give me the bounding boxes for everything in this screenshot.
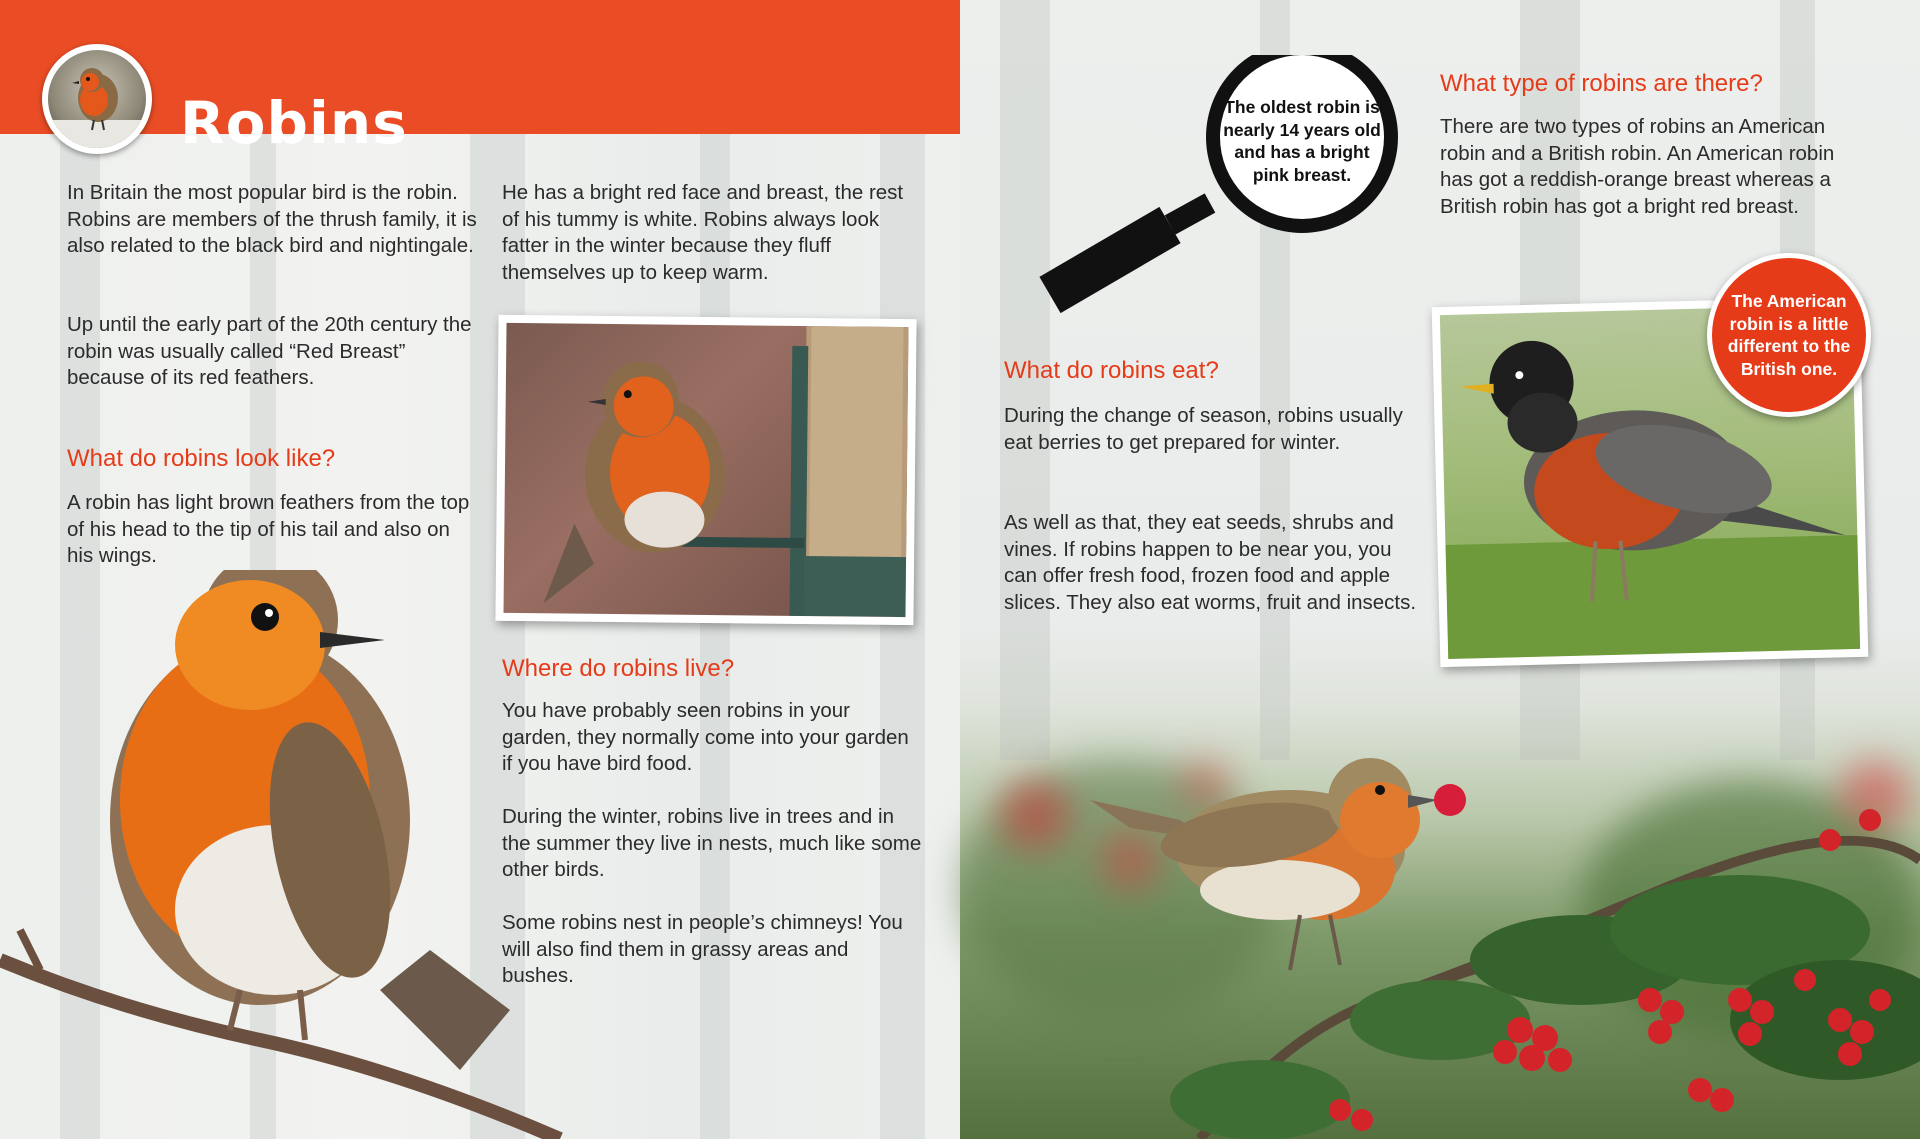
look-like-paragraph-1: A robin has light brown feathers from the top of his head to the tip of his tail and also on his wings.: [67, 491, 470, 567]
eat-heading: What do robins eat?: [1004, 357, 1219, 384]
robin-logo-icon: [42, 44, 152, 154]
live-paragraph-3: Some robins nest in people’s chimneys! You will also find them in grassy areas and bushes.: [502, 911, 903, 987]
live-paragraph-1: You have probably seen robins in your garden, they normally come into your garden if you have bird food.: [502, 699, 909, 775]
american-robin-badge-text: The American robin is a little different to the British one.: [1727, 291, 1851, 379]
intro-paragraph-1: In Britain the most popular bird is the robin. Robins are members of the thrush family, it is also related to the black bird and nightingale.: [67, 181, 477, 257]
live-paragraph-2: During the winter, robins live in trees and in the summer they live in nests, much like some other birds.: [502, 805, 922, 881]
look-like-heading: What do robins look like?: [67, 445, 336, 472]
oldest-robin-fact: [1220, 59, 1384, 223]
types-heading: What type of robins are there?: [1440, 70, 1763, 97]
page-title: Robins: [180, 88, 408, 157]
eat-paragraph-2: As well as that, they eat seeds, shrubs and vines. If robins happen to be near you, you can offer fresh food, frozen food and apple slices. They also eat worms, fruit and insects.: [1004, 511, 1417, 614]
robin-with-berry-image: [960, 700, 1920, 1139]
types-paragraph: There are two types of robins an American robin and a British robin. An American robin has got a reddish-orange breast whereas a British robin has got a bright red breast.: [1440, 115, 1835, 218]
oldest-robin-fact-text: The oldest robin is nearly 14 years old and has a bright pink breast.: [1223, 97, 1381, 185]
eat-paragraph-1: During the change of season, robins usually eat berries to get prepared for winter.: [1004, 404, 1403, 454]
robin-on-branch-image: [0, 570, 580, 1139]
intro-paragraph-2: Up until the early part of the 20th century the robin was usually called “Red Breast” because of its red feathers.: [67, 313, 472, 389]
american-robin-badge: [1707, 253, 1871, 417]
look-like-paragraph-2: He has a bright red face and breast, the rest of his tummy is white. Robins always look fatter in the winter because they fluff themselves up to keep warm.: [502, 181, 904, 284]
live-heading: Where do robins live?: [502, 655, 735, 682]
